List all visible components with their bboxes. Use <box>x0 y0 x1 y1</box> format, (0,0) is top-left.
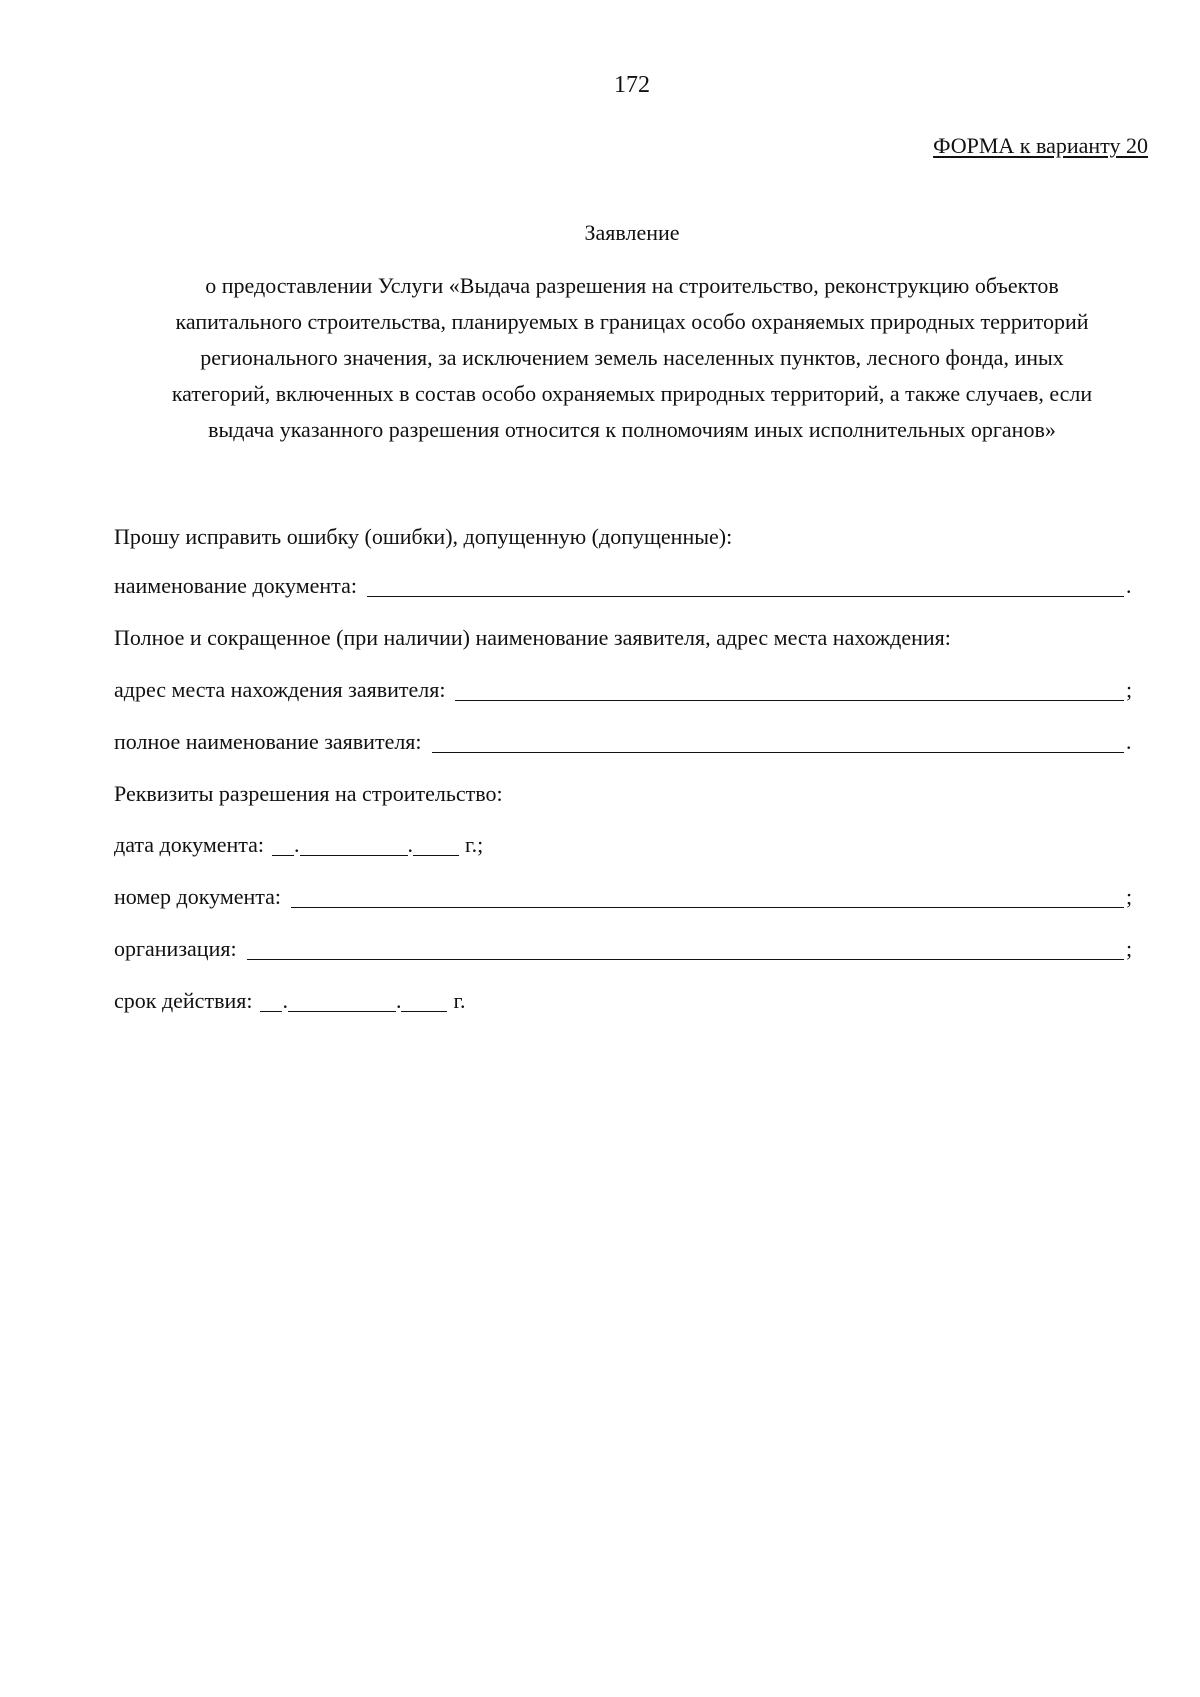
subtitle-line: выдача указанного разрешения относится к полномочиям иных исполнительных органов» <box>208 417 1056 442</box>
document-number-label: номер документа: <box>114 884 282 909</box>
document-subtitle <box>112 268 1152 448</box>
subtitle-line: регионального значения, за исключением земель населенных пунктов, лесного фонда, иных <box>200 345 1064 370</box>
document-number-field[interactable] <box>291 887 1124 908</box>
validity-day-field[interactable] <box>260 991 282 1012</box>
subtitle-line: категорий, включенных в состав особо охраняемых природных территорий, а также случаев, если <box>171 381 1093 406</box>
page-number: 172 <box>614 72 650 98</box>
validity-row <box>114 987 466 1015</box>
validity-label: срок действия: <box>114 988 253 1013</box>
subtitle-line: капитального строительства, планируемых в границах особо охраняемых природных территорий <box>175 309 1089 334</box>
row-end-mark: ; <box>1126 884 1133 909</box>
document-date-row <box>114 831 483 859</box>
form-reference: ФОРМА к варианту 20 <box>933 133 1148 158</box>
applicant-address-row <box>114 676 1134 704</box>
document-date-year-field[interactable] <box>413 835 459 856</box>
date-separator: . <box>282 988 288 1013</box>
document-date-label: дата документа: <box>114 832 265 857</box>
organization-row <box>114 935 1134 963</box>
row-end-mark: . <box>1126 573 1132 598</box>
document-number-row <box>114 883 1134 911</box>
applicant-address-field[interactable] <box>455 680 1124 701</box>
document-name-label: наименование документа: <box>114 573 357 598</box>
date-separator: . <box>294 832 300 857</box>
validity-year-field[interactable] <box>401 991 447 1012</box>
applicant-name-label: полное наименование заявителя: <box>114 729 422 754</box>
organization-label: организация: <box>114 936 237 961</box>
applicant-name-field[interactable] <box>432 732 1124 753</box>
document-date-month-field[interactable] <box>300 835 408 856</box>
date-separator: . <box>395 988 402 1013</box>
subtitle-line: о предоставлении Услуги «Выдача разрешения на строительство, реконструкцию объектов <box>205 273 1059 298</box>
document-name-row <box>114 572 1134 600</box>
document-date-day-field[interactable] <box>272 835 294 856</box>
organization-field[interactable] <box>247 939 1124 960</box>
correction-request-intro: Прошу исправить ошибку (ошибки), допущенную (допущенные): <box>114 524 733 549</box>
row-end-mark: . <box>1126 729 1132 754</box>
row-end-mark: ; <box>1126 936 1133 961</box>
validity-month-field[interactable] <box>288 991 396 1012</box>
document-name-field[interactable] <box>367 576 1124 597</box>
date-separator: . <box>407 832 414 857</box>
applicant-address-label: адрес места нахождения заявителя: <box>114 677 446 702</box>
applicant-name-row <box>114 728 1134 756</box>
row-end-mark: ; <box>1126 677 1133 702</box>
document-date-suffix: г.; <box>465 832 484 857</box>
applicant-heading: Полное и сокращенное (при наличии) наименование заявителя, адрес места нахождения: <box>114 625 951 650</box>
document-title: Заявление <box>584 220 680 245</box>
permit-details-heading: Реквизиты разрешения на строительство: <box>114 781 503 806</box>
validity-suffix: г. <box>453 988 466 1013</box>
